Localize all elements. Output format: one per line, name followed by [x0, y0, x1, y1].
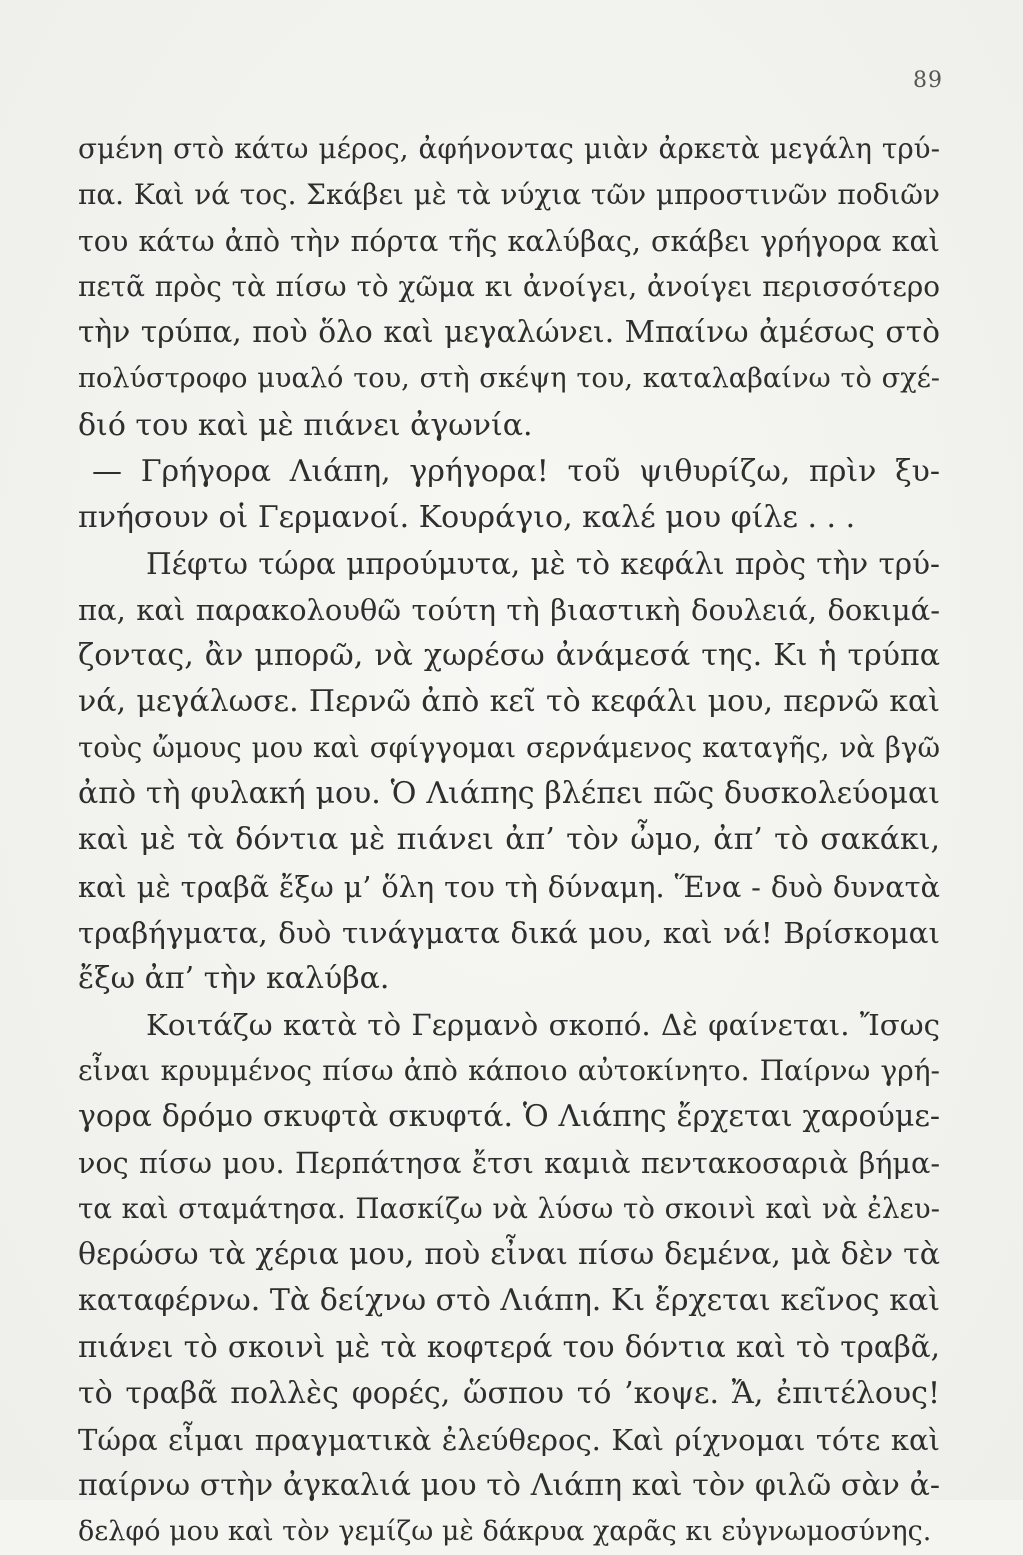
- text-line: θερώσω τὰ χέρια μου, ποὺ εἶναι πίσω δεμένα, μὰ δὲν τὰ: [78, 1237, 940, 1273]
- text-line: ζοντας, ἂν μπορῶ, νὰ χωρέσω ἀνάμεσά της. Κι ἡ τρύπα: [78, 638, 940, 674]
- dialogue-line: — Γρήγορα Λιάπη, γρήγορα! τοῦ ψιθυρίζω, πρὶν ξυ-: [92, 453, 940, 489]
- body-text: [78, 126, 940, 1555]
- text-line: τοὺς ὤμους μου καὶ σφίγγομαι σερνάμενος καταγῆς, νὰ βγῶ: [78, 731, 940, 765]
- text-line: πα. Καὶ νά τος. Σκάβει μὲ τὰ νύχια τῶν μπροστινῶν ποδιῶν: [78, 178, 940, 212]
- page-number: 89: [913, 68, 943, 93]
- text-line: καὶ μὲ τὰ δόντια μὲ πιάνει ἀπ’ τὸν ὦμο, ἀπ’ τὸ σακάκι,: [78, 822, 940, 858]
- text-line: τα καὶ σταμάτησα. Πασκίζω νὰ λύσω τὸ σκοινὶ καὶ νὰ ἐλευ-: [78, 1192, 940, 1226]
- text-line: σμένη στὸ κάτω μέρος, ἀφήνοντας μιὰν ἀρκετὰ μεγάλη τρύ-: [78, 132, 940, 165]
- text-line: τὸ τραβᾶ πολλὲς φορές, ὥσπου τό ’κοψε. Ἄ, ἐπιτέλους!: [78, 1375, 940, 1411]
- text-line: διό του καὶ μὲ πιάνει ἀγωνία.: [78, 407, 533, 443]
- paragraph-start: Πέφτω τώρα μπρούμυτα, μὲ τὸ κεφάλι πρὸς τὴν τρύ-: [146, 546, 940, 581]
- text-line: δελφό μου καὶ τὸν γεμίζω μὲ δάκρυα χαρᾶς κι εὐγνωμοσύνης.: [78, 1515, 932, 1547]
- text-line: τραβήγματα, δυὸ τινάγματα δικά μου, καὶ νά! Βρίσκομαι: [78, 915, 940, 950]
- text-line: του κάτω ἀπὸ τὴν πόρτα τῆς καλύβας, σκάβει γρήγορα καὶ: [78, 224, 940, 259]
- text-line: τὴν τρύπα, ποὺ ὅλο καὶ μεγαλώνει. Μπαίνω ἀμέσως στὸ: [78, 315, 940, 351]
- text-line: Τώρα εἶμαι πραγματικὰ ἐλεύθερος. Καὶ ρίχνομαι τότε καὶ: [78, 1422, 940, 1457]
- text-line: πιάνει τὸ σκοινὶ μὲ τὰ κοφτερά του δόντια καὶ τὸ τραβᾶ,: [78, 1330, 940, 1365]
- text-line: καταφέρνω. Τὰ δείχνω στὸ Λιάπη. Κι ἔρχεται κεῖνος καὶ: [78, 1283, 940, 1319]
- text-line: πνήσουν οἱ Γερμανοί. Κουράγιο, καλέ μου φίλε . . .: [78, 499, 856, 535]
- text-line: ἔξω ἀπ’ τὴν καλύβα.: [78, 960, 390, 996]
- text-line: πετᾶ πρὸς τὰ πίσω τὸ χῶμα κι ἀνοίγει, ἀνοίγει περισσότερο: [78, 270, 940, 304]
- text-line: νος πίσω μου. Περπάτησα ἔτσι καμιὰ πεντακοσαριὰ βήμα-: [78, 1146, 940, 1181]
- text-line: παίρνω στὴν ἀγκαλιά μου τὸ Λιάπη καὶ τὸν φιλῶ σὰν ἀ-: [78, 1467, 940, 1503]
- text-line: γορα δρόμο σκυφτὰ σκυφτά. Ὁ Λιάπης ἔρχεται χαρούμε-: [78, 1098, 940, 1134]
- text-line: νά, μεγάλωσε. Περνῶ ἀπὸ κεῖ τὸ κεφάλι μου, περνῶ καὶ: [78, 684, 940, 720]
- text-line: πα, καὶ παρακολουθῶ τούτη τὴ βιαστικὴ δουλειά, δοκιμά-: [78, 592, 940, 627]
- text-line: ἀπὸ τὴ φυλακή μου. Ὁ Λιάπης βλέπει πῶς δυσκολεύομαι: [78, 776, 940, 812]
- text-line: εἶναι κρυμμένος πίσω ἀπὸ κάποιο αὐτοκίνητο. Παίρνω γρή-: [78, 1053, 940, 1087]
- text-line: πολύστροφο μυαλό του, στὴ σκέψη του, καταλαβαίνω τὸ σχέ-: [78, 363, 940, 395]
- text-line: καὶ μὲ τραβᾶ ἔξω μ’ ὅλη του τὴ δύναμη. Ἕνα - δυὸ δυνατὰ: [78, 869, 940, 904]
- paragraph-start: Κοιτάζω κατὰ τὸ Γερμανὸ σκοπό. Δὲ φαίνεται. Ἴσως: [146, 1007, 940, 1042]
